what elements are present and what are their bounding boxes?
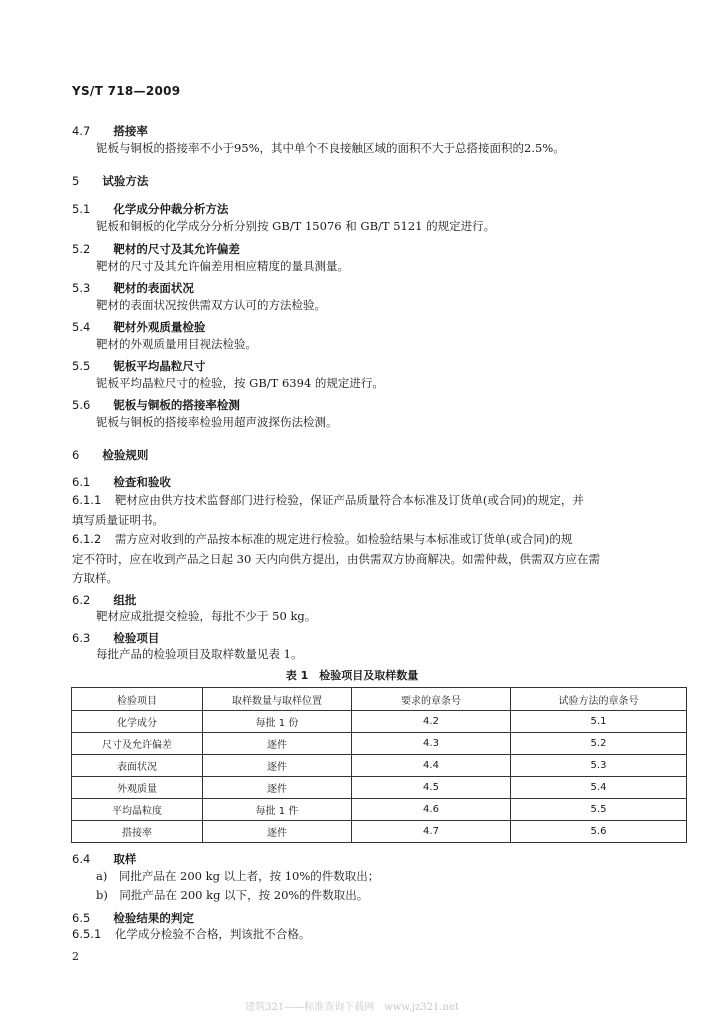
table-row <box>72 711 687 733</box>
section-number: 6.1.2 <box>72 532 102 546</box>
table-row <box>72 733 687 755</box>
section-6-5-heading <box>72 907 194 926</box>
section-6-1-heading <box>72 471 171 490</box>
table-header-row <box>72 688 687 711</box>
section-title: 检验项目 <box>113 631 160 645</box>
section-5-3-text: 靶材的表面状况按供需双方认可的方法检验。 <box>96 298 326 312</box>
table-cell: 每批 1 件 <box>203 799 352 821</box>
section-6-4-heading <box>72 848 136 867</box>
table-row <box>72 821 687 843</box>
table-row <box>72 799 687 821</box>
section-title: 组批 <box>113 593 137 607</box>
section-number: 5.4 <box>72 320 91 334</box>
watermark: 建筑321——标准查询下载网 www.jz321.net <box>245 1002 459 1013</box>
section-6-5-1 <box>72 926 310 942</box>
section-6-2-heading <box>72 589 136 608</box>
section-number: 5.1 <box>72 202 91 216</box>
section-5-1-heading <box>72 198 228 217</box>
column-header: 试验方法的章条号 <box>511 688 687 711</box>
section-number: 5.2 <box>72 242 91 256</box>
section-number: 6.1.1 <box>72 493 102 507</box>
sampling-item-b: b) 同批产品在 200 kg 以下，按 20%的件数取出。 <box>96 888 369 902</box>
table-cell: 逐件 <box>203 777 352 799</box>
section-title: 检查和验收 <box>113 475 171 489</box>
table-cell: 逐件 <box>203 755 352 777</box>
table-row <box>72 755 687 777</box>
table-row <box>72 777 687 799</box>
section-number: 6.2 <box>72 593 91 607</box>
section-6-1-2-line2: 定不符时，应在收到产品之日起 30 天内向供方提出，由供需双方协商解决。如需仲裁，供需双方应在需 <box>72 552 600 566</box>
table-cell: 外观质量 <box>72 777 203 799</box>
table-cell: 化学成分 <box>72 711 203 733</box>
table-cell: 5.3 <box>511 755 687 777</box>
section-title: 铌板平均晶粒尺寸 <box>113 359 206 373</box>
section-6-1-2-line1 <box>72 531 572 547</box>
table-cell: 5.4 <box>511 777 687 799</box>
paragraph-text: 化学成分检验不合格，判该批不合格。 <box>114 927 311 941</box>
column-header: 要求的章条号 <box>352 688 511 711</box>
section-6-heading <box>72 444 148 463</box>
section-5-2-text: 靶材的尺寸及其允许偏差用相应精度的量具测量。 <box>96 259 349 273</box>
table-cell: 平均晶粒度 <box>72 799 203 821</box>
table-cell: 每批 1 份 <box>203 711 352 733</box>
document-header: YS/T 718—2009 <box>72 84 181 98</box>
section-title: 检验结果的判定 <box>113 911 194 925</box>
section-number: 6.4 <box>72 852 91 866</box>
table-cell: 4.4 <box>352 755 511 777</box>
section-title: 靶材的尺寸及其允许偏差 <box>113 242 240 256</box>
section-title: 搭接率 <box>113 124 148 138</box>
table-cell: 4.6 <box>352 799 511 821</box>
page-number: 2 <box>72 950 79 963</box>
section-number: 4.7 <box>72 124 91 138</box>
section-number: 5 <box>72 174 80 188</box>
section-number: 6.1 <box>72 475 91 489</box>
section-title: 检验规则 <box>102 448 149 462</box>
section-number: 5.3 <box>72 281 91 295</box>
table-cell: 4.3 <box>352 733 511 755</box>
section-4-7-text: 铌板与铜板的搭接率不小于95%，其中单个不良接触区域的面积不大于总搭接面积的2.5%。 <box>96 141 565 155</box>
section-number: 5.5 <box>72 359 91 373</box>
table-cell: 表面状况 <box>72 755 203 777</box>
section-4-7-heading <box>72 120 148 139</box>
section-5-6-heading <box>72 394 240 413</box>
table-cell: 5.1 <box>511 711 687 733</box>
paragraph-text: 需方应对收到的产品按本标准的规定进行检验。如检验结果与本标准或订货单(或合同)的规 <box>114 532 573 546</box>
table-cell: 4.5 <box>352 777 511 799</box>
section-title: 试验方法 <box>102 174 149 188</box>
section-number: 6.3 <box>72 631 91 645</box>
section-number: 6.5.1 <box>72 927 102 941</box>
section-5-2-heading <box>72 238 240 257</box>
inspection-table <box>71 687 687 843</box>
table-cell: 5.2 <box>511 733 687 755</box>
section-5-4-text: 靶材的外观质量用目视法检验。 <box>96 337 257 351</box>
section-6-2-text: 靶材应成批提交检验，每批不少于 50 kg。 <box>96 609 317 623</box>
section-6-1-2-line3: 方取样。 <box>72 571 118 585</box>
section-5-6-text: 铌板与铜板的搭接率检验用超声波探伤法检测。 <box>96 415 338 429</box>
table-cell: 逐件 <box>203 821 352 843</box>
section-5-4-heading <box>72 316 205 335</box>
section-title: 化学成分仲裁分析方法 <box>113 202 229 216</box>
paragraph-text: 靶材应由供方技术监督部门进行检验，保证产品质量符合本标准及订货单(或合同)的规定，并 <box>114 493 584 507</box>
section-number: 5.6 <box>72 398 91 412</box>
table-cell: 逐件 <box>203 733 352 755</box>
section-number: 6 <box>72 448 80 462</box>
table-cell: 4.2 <box>352 711 511 733</box>
table-cell: 4.7 <box>352 821 511 843</box>
sampling-item-a: a) 同批产品在 200 kg 以上者，按 10%的件数取出； <box>96 869 380 883</box>
column-header: 取样数量与取样位置 <box>203 688 352 711</box>
table-cell: 尺寸及允许偏差 <box>72 733 203 755</box>
column-header: 检验项目 <box>72 688 203 711</box>
section-6-3-text: 每批产品的检验项目及取样数量见表 1。 <box>96 647 303 661</box>
section-5-3-heading <box>72 277 194 296</box>
section-title: 取样 <box>113 852 137 866</box>
section-6-3-heading <box>72 627 159 646</box>
section-6-1-1-line2: 填写质量证明书。 <box>72 513 164 527</box>
table-cell: 5.5 <box>511 799 687 821</box>
section-5-1-text: 铌板和铜板的化学成分分析分别按 GB/T 15076 和 GB/T 5121 的规定进行。 <box>96 219 496 233</box>
section-5-heading <box>72 170 148 189</box>
section-title: 靶材的表面状况 <box>113 281 194 295</box>
table-cell: 5.6 <box>511 821 687 843</box>
section-5-5-heading <box>72 355 205 374</box>
section-number: 6.5 <box>72 911 91 925</box>
section-6-1-1-line1 <box>72 492 584 508</box>
section-5-5-text: 铌板平均晶粒尺寸的检验，按 GB/T 6394 的规定进行。 <box>96 376 384 390</box>
section-title: 铌板与铜板的搭接率检测 <box>113 398 240 412</box>
section-title: 靶材外观质量检验 <box>113 320 206 334</box>
table-cell: 搭接率 <box>72 821 203 843</box>
table-caption: 表 1 检验项目及取样数量 <box>285 669 419 682</box>
